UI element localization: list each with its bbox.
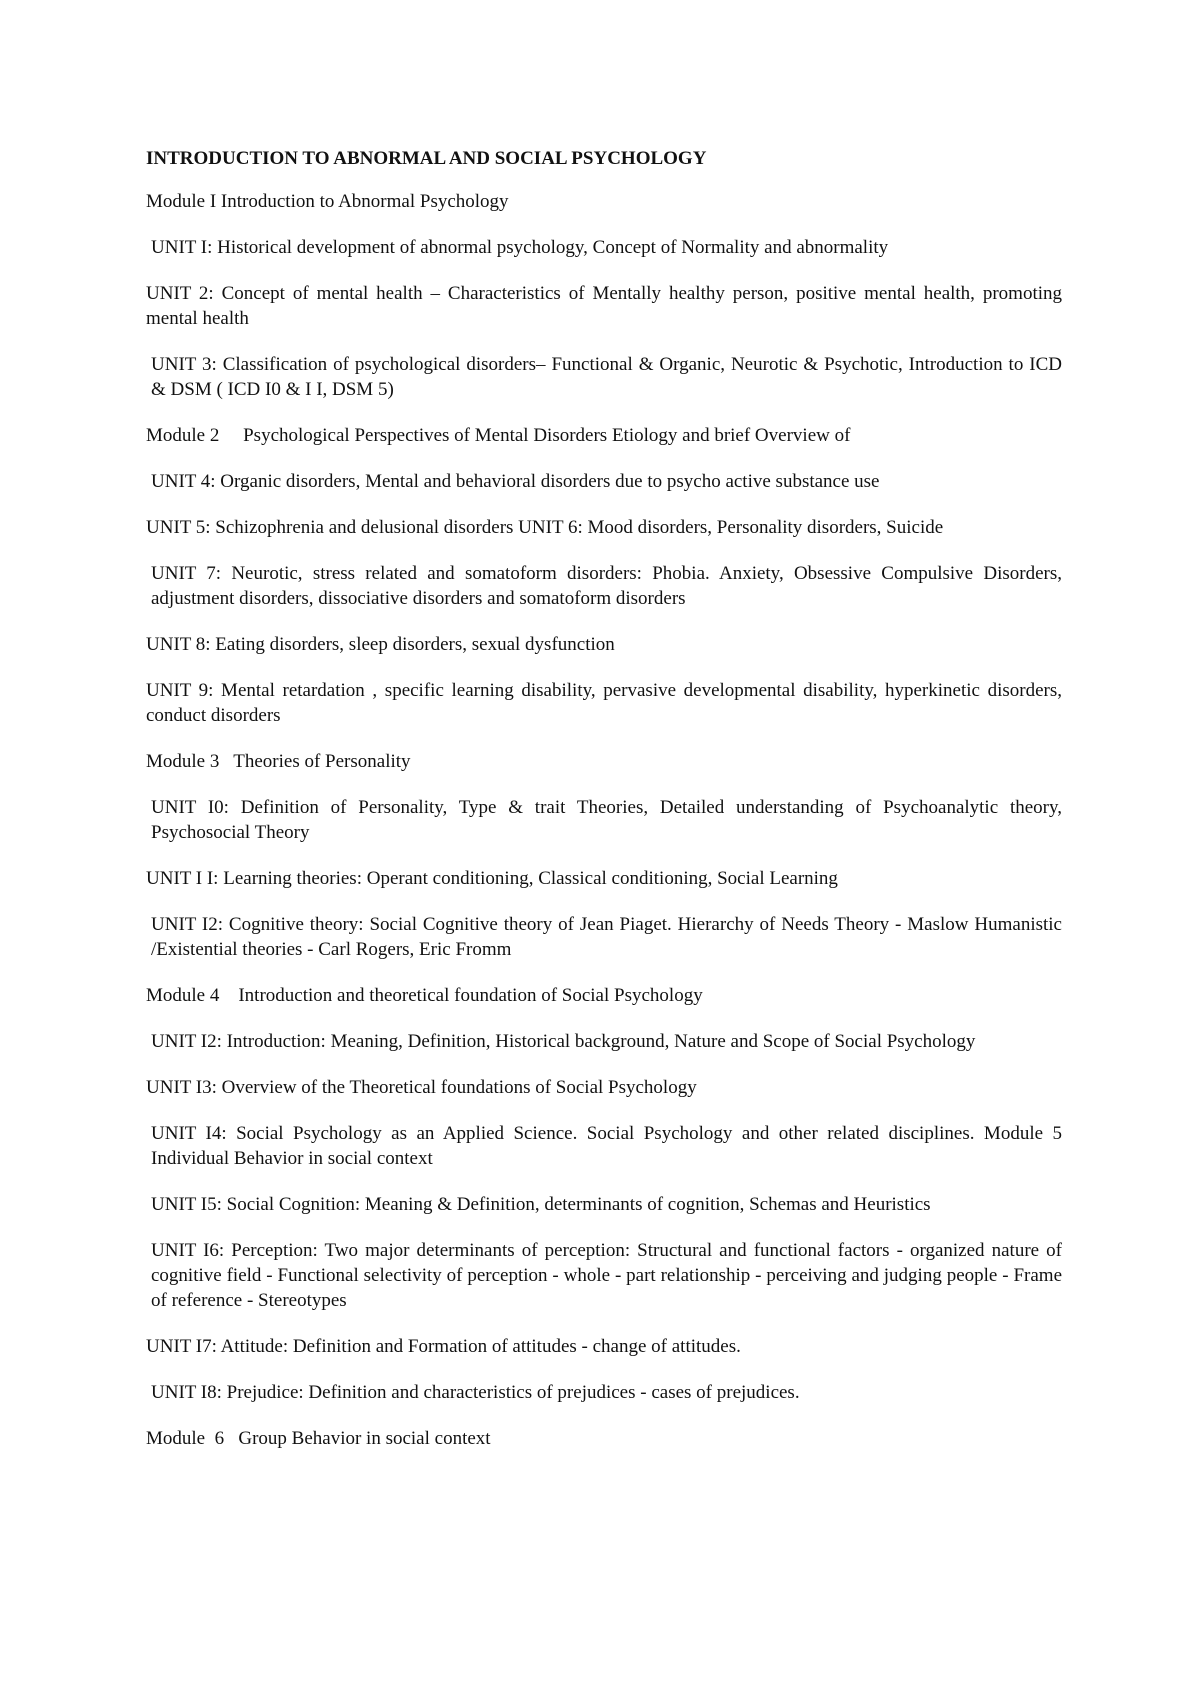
paragraph: UNIT I: Historical development of abnormal psychology, Concept of Normality and abnormality: [151, 237, 889, 258]
paragraph: UNIT I4: Social Psychology as an Applied Science. Social Psychology and other related disciplines. Module 5 Individual Behavior in social context: [151, 1123, 1067, 1169]
paragraph-list: [146, 189, 1067, 1451]
paragraph: Module I Introduction to Abnormal Psychology: [146, 191, 509, 212]
paragraph: UNIT I3: Overview of the Theoretical foundations of Social Psychology: [146, 1077, 697, 1098]
paragraph: UNIT I6: Perception: Two major determinants of perception: Structural and functional factors - organized nature of cognitive field - Functional selectivity of perception - whole - part relationship - perceiving and judging people - Frame of reference - Stereotypes: [151, 1240, 1067, 1311]
paragraph: UNIT I I: Learning theories: Operant conditioning, Classical conditioning, Social Learning: [146, 868, 838, 889]
paragraph: UNIT I8: Prejudice: Definition and characteristics of prejudices - cases of prejudices.: [151, 1382, 800, 1403]
paragraph: UNIT 3: Classification of psychological disorders– Functional & Organic, Neurotic & Psychotic, Introduction to ICD & DSM ( ICD I0 & I I, DSM 5): [151, 354, 1067, 400]
paragraph: UNIT 9: Mental retardation , specific learning disability, pervasive developmental disability, hyperkinetic disorders, conduct disorders: [146, 680, 1067, 726]
paragraph: UNIT I0: Definition of Personality, Type & trait Theories, Detailed understanding of Psychoanalytic theory, Psychosocial Theory: [151, 797, 1067, 843]
paragraph: UNIT I7: Attitude: Definition and Formation of attitudes - change of attitudes.: [146, 1336, 741, 1357]
paragraph: Module 3 Theories of Personality: [146, 751, 411, 772]
paragraph: UNIT 5: Schizophrenia and delusional disorders UNIT 6: Mood disorders, Personality disorders, Suicide: [146, 517, 944, 538]
document-page: [146, 146, 1067, 1472]
paragraph: Module 4 Introduction and theoretical foundation of Social Psychology: [146, 985, 703, 1006]
paragraph: Module 6 Group Behavior in social context: [146, 1428, 491, 1449]
paragraph: UNIT I5: Social Cognition: Meaning & Definition, determinants of cognition, Schemas and Heuristics: [151, 1194, 931, 1215]
document-title: INTRODUCTION TO ABNORMAL AND SOCIAL PSYCHOLOGY: [146, 148, 707, 169]
paragraph: UNIT 4: Organic disorders, Mental and behavioral disorders due to psycho active substance use: [151, 471, 880, 492]
paragraph: UNIT 8: Eating disorders, sleep disorders, sexual dysfunction: [146, 634, 615, 655]
paragraph: UNIT I2: Cognitive theory: Social Cognitive theory of Jean Piaget. Hierarchy of Needs Theory - Maslow Humanistic /Existential theories - Carl Rogers, Eric Fromm: [151, 914, 1067, 960]
paragraph: UNIT I2: Introduction: Meaning, Definition, Historical background, Nature and Scope of Social Psychology: [151, 1031, 976, 1052]
paragraph: UNIT 2: Concept of mental health – Characteristics of Mentally healthy person, positive mental health, promoting mental health: [146, 283, 1067, 329]
paragraph: Module 2 Psychological Perspectives of Mental Disorders Etiology and brief Overview of: [146, 425, 851, 446]
paragraph: UNIT 7: Neurotic, stress related and somatoform disorders: Phobia. Anxiety, Obsessive Compulsive Disorders, adjustment disorders, dissociative disorders and somatoform disorders: [151, 563, 1067, 609]
